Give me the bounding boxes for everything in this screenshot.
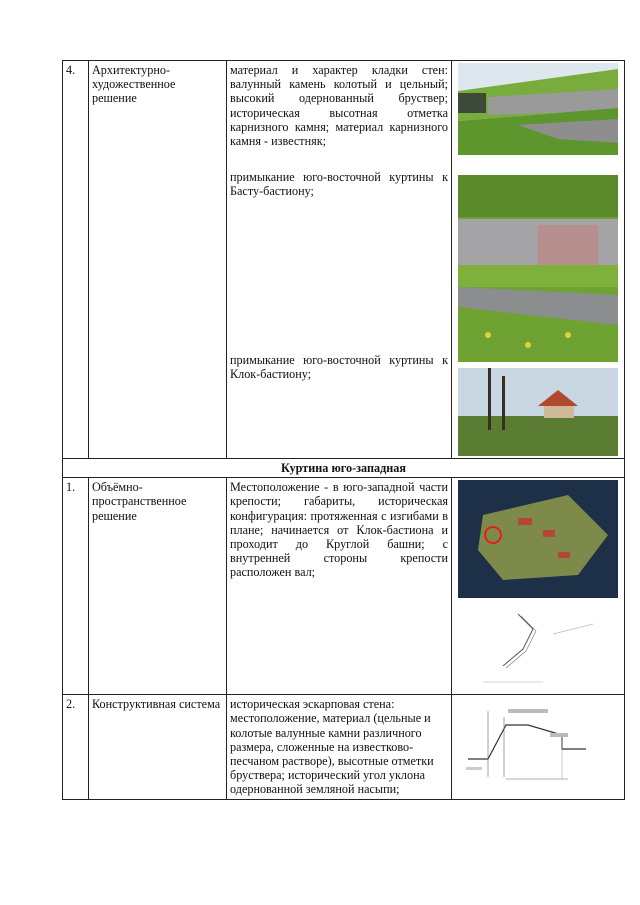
image-cell <box>452 61 625 459</box>
description-paragraph: Местоположение - в юго-западной части крепости; габариты, историческая конфигурация: протяженная с изгибами в плане; начинается от Клок-бастиона и проходит до Круглой башни; с внутренней стороны крепости расположен вал; <box>230 480 448 580</box>
section-drawing <box>458 697 618 793</box>
image-cell <box>452 478 625 695</box>
table-row <box>63 478 625 695</box>
description-paragraph: материал и характер кладки стен: валунный камень колотый и цельный; высокий одернованный бруствер; историческая высотная отметка карнизного камня; материал карнизного камня - известняк; <box>230 63 448 149</box>
row-number: 1. <box>63 478 89 695</box>
bastion-photo <box>458 368 618 456</box>
row-name: Архитектурно-художественное решение <box>89 61 227 459</box>
image-cell <box>452 695 625 799</box>
row-description <box>227 478 452 695</box>
section-title: Куртина юго-западная <box>63 459 625 478</box>
table-row <box>63 61 625 459</box>
wall-photo-2 <box>458 175 618 362</box>
description-paragraph: историческая эскарповая стена: местоположение, материал (цельные и колотые валунные камни различного размера, сложенные на известково-песчаном растворе), высотные отметки бруствера; исторический угол уклона одернованной земляной насыпи; <box>230 697 434 797</box>
row-name: Объёмно-пространственное решение <box>89 478 227 695</box>
table-row <box>63 695 625 799</box>
row-number: 2. <box>63 695 89 799</box>
description-paragraph: примыкание юго-восточной куртины к Басту-бастиону; <box>230 170 448 199</box>
description-paragraph: примыкание юго-восточной куртины к Клок-бастиону; <box>230 352 448 381</box>
wall-photo-1 <box>458 63 618 155</box>
section-row <box>63 459 625 478</box>
aerial-map <box>458 480 618 598</box>
document-table <box>62 60 625 800</box>
row-description <box>227 61 452 459</box>
row-name: Конструктивная система <box>89 695 227 799</box>
row-number: 4. <box>63 61 89 459</box>
plan-sketch <box>463 604 613 686</box>
row-description <box>227 695 452 799</box>
